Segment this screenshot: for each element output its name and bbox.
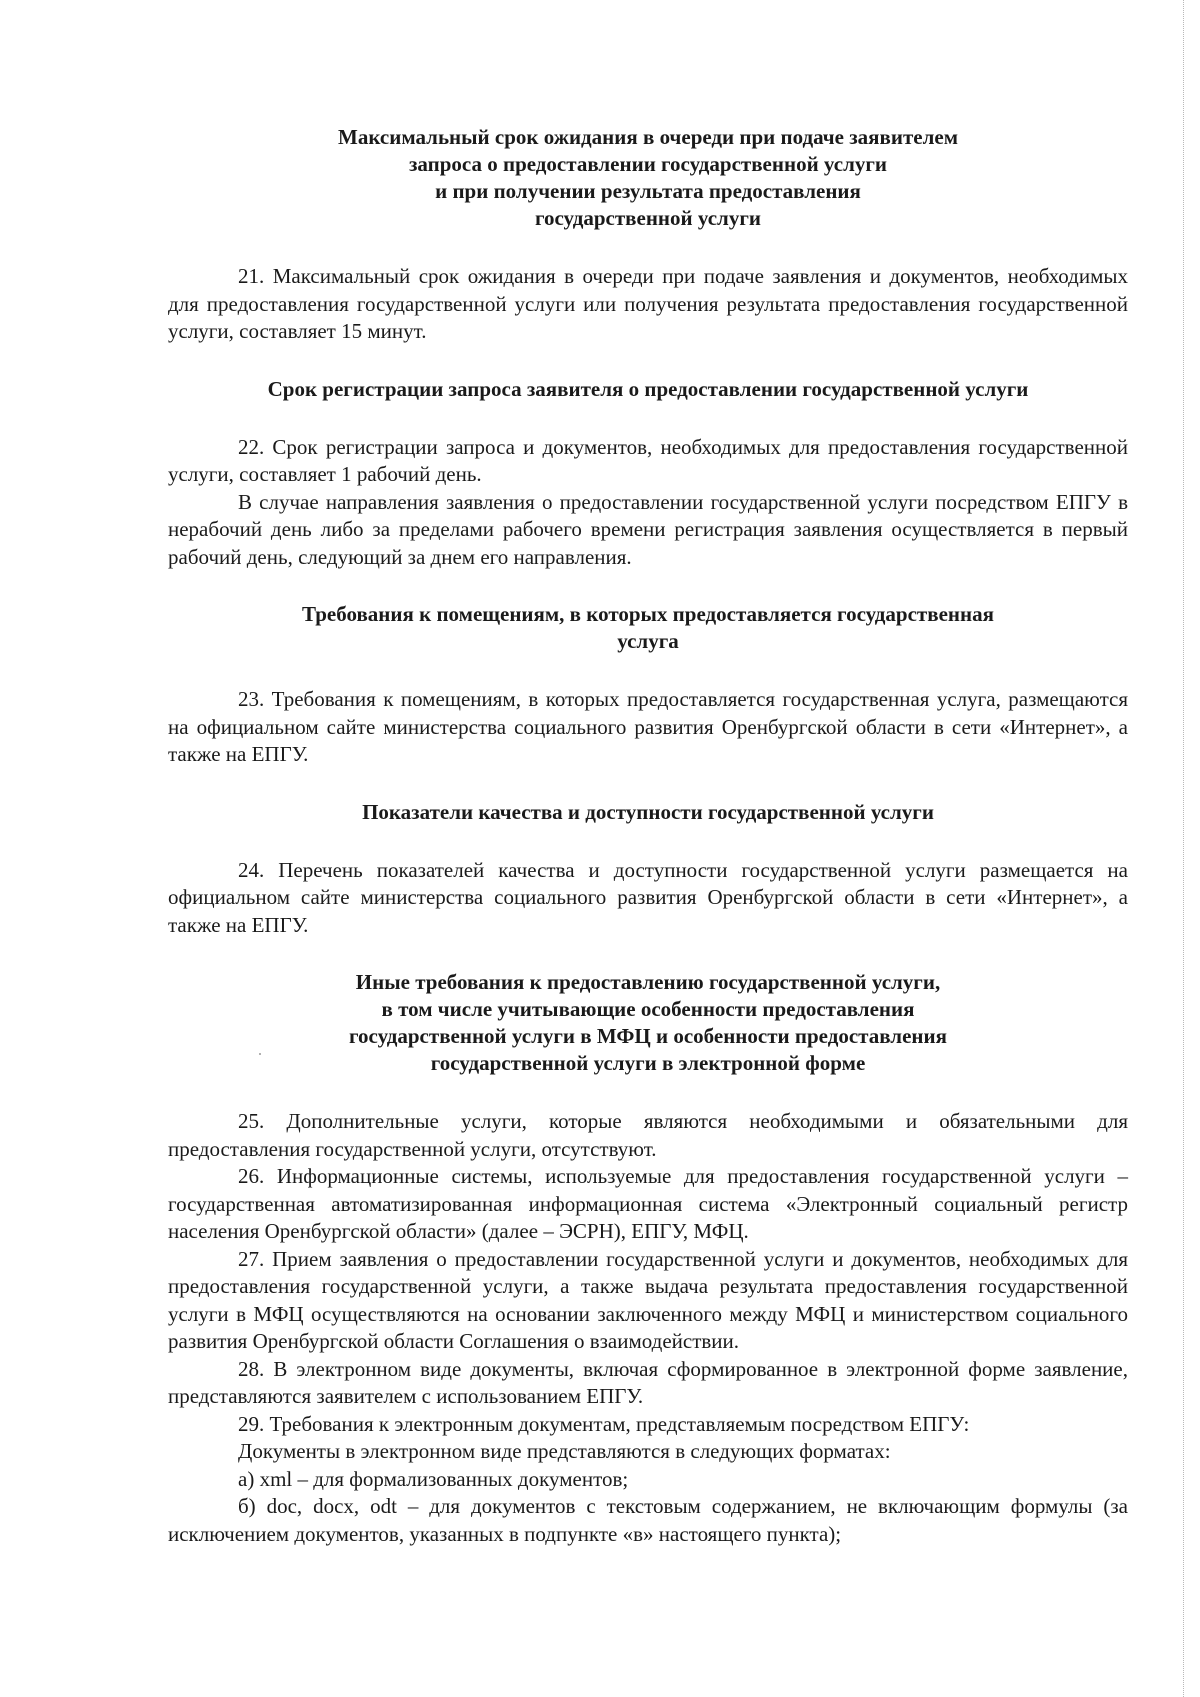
paragraph-21: 21. Максимальный срок ожидания в очереди при подаче заявления и документов, необходимых для предоставления государственной услуги или получения результата предоставления государственной услуги, составляет 15 минут. [168,264,1128,343]
paragraph-22-epgu: В случае направления заявления о предоставлении государственной услуги посредством ЕПГУ в нерабочий день либо за пределами рабочего времени регистрация заявления осуществляется в первый рабочий день, следующий за днем его направления. [168,489,1128,569]
heading-line: в том числе учитывающие особенности предоставления [381,997,915,1021]
document-body [168,124,1128,1548]
paragraph-26: 26. Информационные системы, используемые для предоставления государственной услуги – государственная автоматизированная информационная система «Электронный социальный регистр населения Оренбургской области» (далее – ЭСРН), ЕПГУ, МФЦ. [168,1164,1128,1243]
heading-line: государственной услуги в электронной форме [430,1051,866,1075]
section-heading-waiting-time [268,124,1028,232]
paragraph-23: 23. Требования к помещениям, в которых предоставляется государственная услуга, размещаются на официальном сайте министерства социального развития Оренбургской области в сети «Интернет», а также на ЕПГУ. [168,687,1128,766]
section-heading-premises [218,601,1078,655]
paragraph-29-item-b: б) doc, docx, odt – для документов с текстовым содержанием, не включающим формулы (за исключением документов, указанных в подпункте «в» настоящего пункта); [168,1494,1128,1546]
paragraph-29: 29. Требования к электронным документам, представляемым посредством ЕПГУ: [238,1411,970,1436]
scan-edge-line [1183,0,1184,1697]
heading-line: государственной услуги [535,206,761,230]
paragraph-27: 27. Прием заявления о предоставлении государственной услуги и документов, необходимых для предоставления государственной услуги, а также выдача результата предоставления государственной услуги в МФЦ осуществляются на основании заключенного между МФЦ и министерством социального развития Оренбургской области Соглашения о взаимодействии. [168,1246,1128,1353]
paragraph-29-item-a: а) xml – для формализованных документов; [238,1466,629,1491]
paragraph-24: 24. Перечень показателей качества и доступности государственной услуги размещается на официальном сайте министерства социального развития Оренбургской области в сети «Интернет», а также на ЕПГУ. [168,857,1128,937]
paragraph-25: 25. Дополнительные услуги, которые являются необходимыми и обязательными для предоставления государственной услуги, отсутствуют. [168,1109,1128,1161]
paragraph-22: 22. Срок регистрации запроса и документов, необходимых для предоставления государственной услуги, составляет 1 рабочий день. [168,434,1128,486]
heading-line: Показатели качества и доступности государственной услуги [362,799,934,824]
paragraph-29-formats: Документы в электронном виде представляются в следующих форматах: [238,1439,891,1463]
paragraph-28: 28. В электронном виде документы, включая сформированное в электронной форме заявление, представляются заявителем с использованием ЕПГУ. [168,1356,1128,1408]
heading-line: запроса о предоставлении государственной услуги [408,152,888,176]
heading-line: Иные требования к предоставлению государственной услуги, [355,970,941,994]
section-heading-registration [168,376,1128,403]
heading-line: Требования к помещениям, в которых предоставляется государственная [302,602,994,626]
heading-line: и при получении результата предоставления [435,179,861,203]
heading-line: Срок регистрации запроса заявителя о предоставлении государственной услуги [267,376,1029,401]
section-heading-quality [168,799,1128,826]
heading-line: Максимальный срок ожидания в очереди при подаче заявителем [338,125,958,149]
section-heading-other-requirements [268,969,1028,1077]
heading-line: услуга [617,629,679,653]
heading-line: государственной услуги в МФЦ и особенности предоставления [349,1024,947,1048]
